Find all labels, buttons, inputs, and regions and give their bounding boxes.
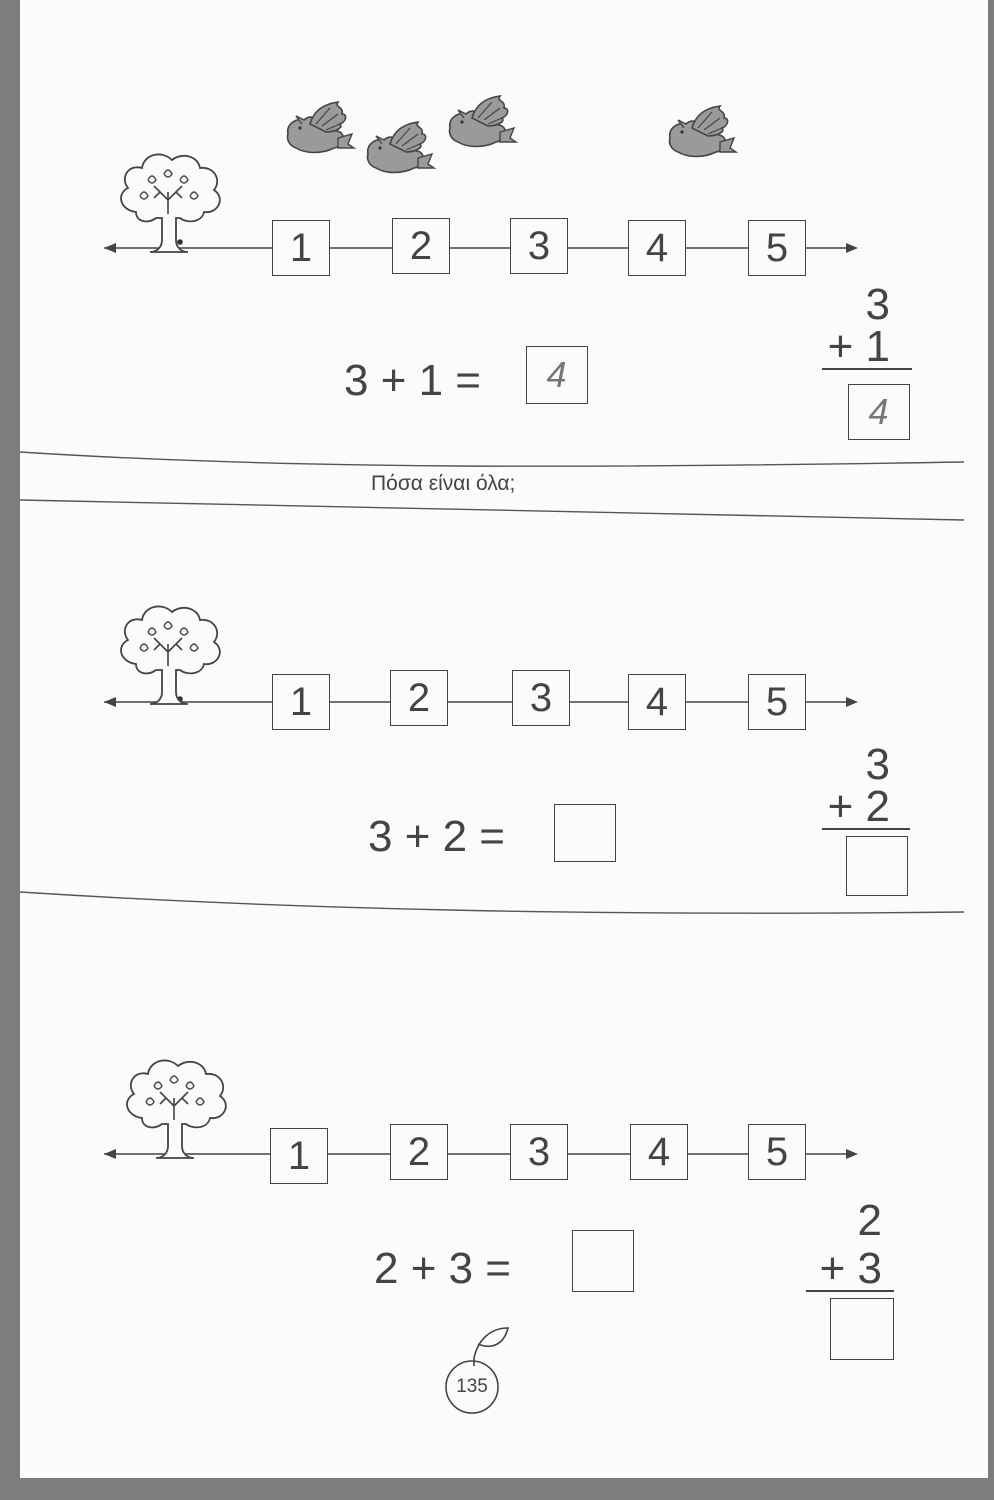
answer-box[interactable]: 4 — [526, 346, 588, 404]
sum-line — [822, 368, 912, 370]
tree-icon — [121, 606, 220, 704]
vertical-bottom-number: + 3 — [819, 1244, 882, 1293]
separator — [20, 892, 964, 913]
number-box: 3 — [510, 1124, 568, 1180]
vertical-top-number: 2 — [857, 1196, 882, 1245]
number-box: 1 — [272, 220, 330, 276]
number-box: 1 — [272, 674, 330, 730]
number-box: 2 — [390, 670, 448, 726]
vertical-top-number: 3 — [865, 280, 890, 329]
answer-box[interactable] — [572, 1230, 634, 1292]
sum-line — [822, 828, 910, 830]
vertical-answer-box[interactable] — [830, 1298, 894, 1360]
tree-icon — [121, 154, 220, 252]
vertical-top-number: 3 — [865, 740, 890, 789]
number-box: 4 — [628, 674, 686, 730]
number-box: 4 — [628, 220, 686, 276]
bird-icon — [367, 122, 434, 173]
number-line-3 — [104, 1149, 858, 1159]
sum-line — [806, 1290, 894, 1292]
equation: 3 + 1 = — [344, 356, 482, 405]
answer-box[interactable] — [554, 804, 616, 862]
bird-icon — [449, 96, 516, 147]
vertical-answer-box[interactable] — [846, 836, 908, 896]
number-box: 1 — [270, 1128, 328, 1184]
number-box: 5 — [748, 220, 806, 276]
number-box: 3 — [510, 218, 568, 274]
vertical-answer-box[interactable]: 4 — [848, 384, 910, 440]
bird-icon — [669, 106, 736, 157]
number-box: 3 — [512, 670, 570, 726]
page-number: 135 — [456, 1376, 488, 1397]
number-line-1 — [104, 239, 858, 253]
bird-icon — [287, 102, 354, 153]
number-box: 2 — [392, 218, 450, 274]
equation: 2 + 3 = — [374, 1244, 512, 1293]
tree-icon — [127, 1060, 226, 1158]
vertical-bottom-number: + 1 — [827, 322, 890, 371]
instruction-text: Πόσα είναι όλα; — [371, 472, 516, 495]
number-box: 2 — [390, 1124, 448, 1180]
separator — [20, 452, 964, 466]
number-box: 5 — [748, 1124, 806, 1180]
number-box: 5 — [748, 674, 806, 730]
separator — [20, 500, 964, 520]
number-line-2 — [104, 696, 858, 707]
number-box: 4 — [630, 1124, 688, 1180]
vertical-bottom-number: + 2 — [827, 782, 890, 831]
equation: 3 + 2 = — [368, 812, 506, 861]
leaf-icon — [474, 1328, 508, 1366]
